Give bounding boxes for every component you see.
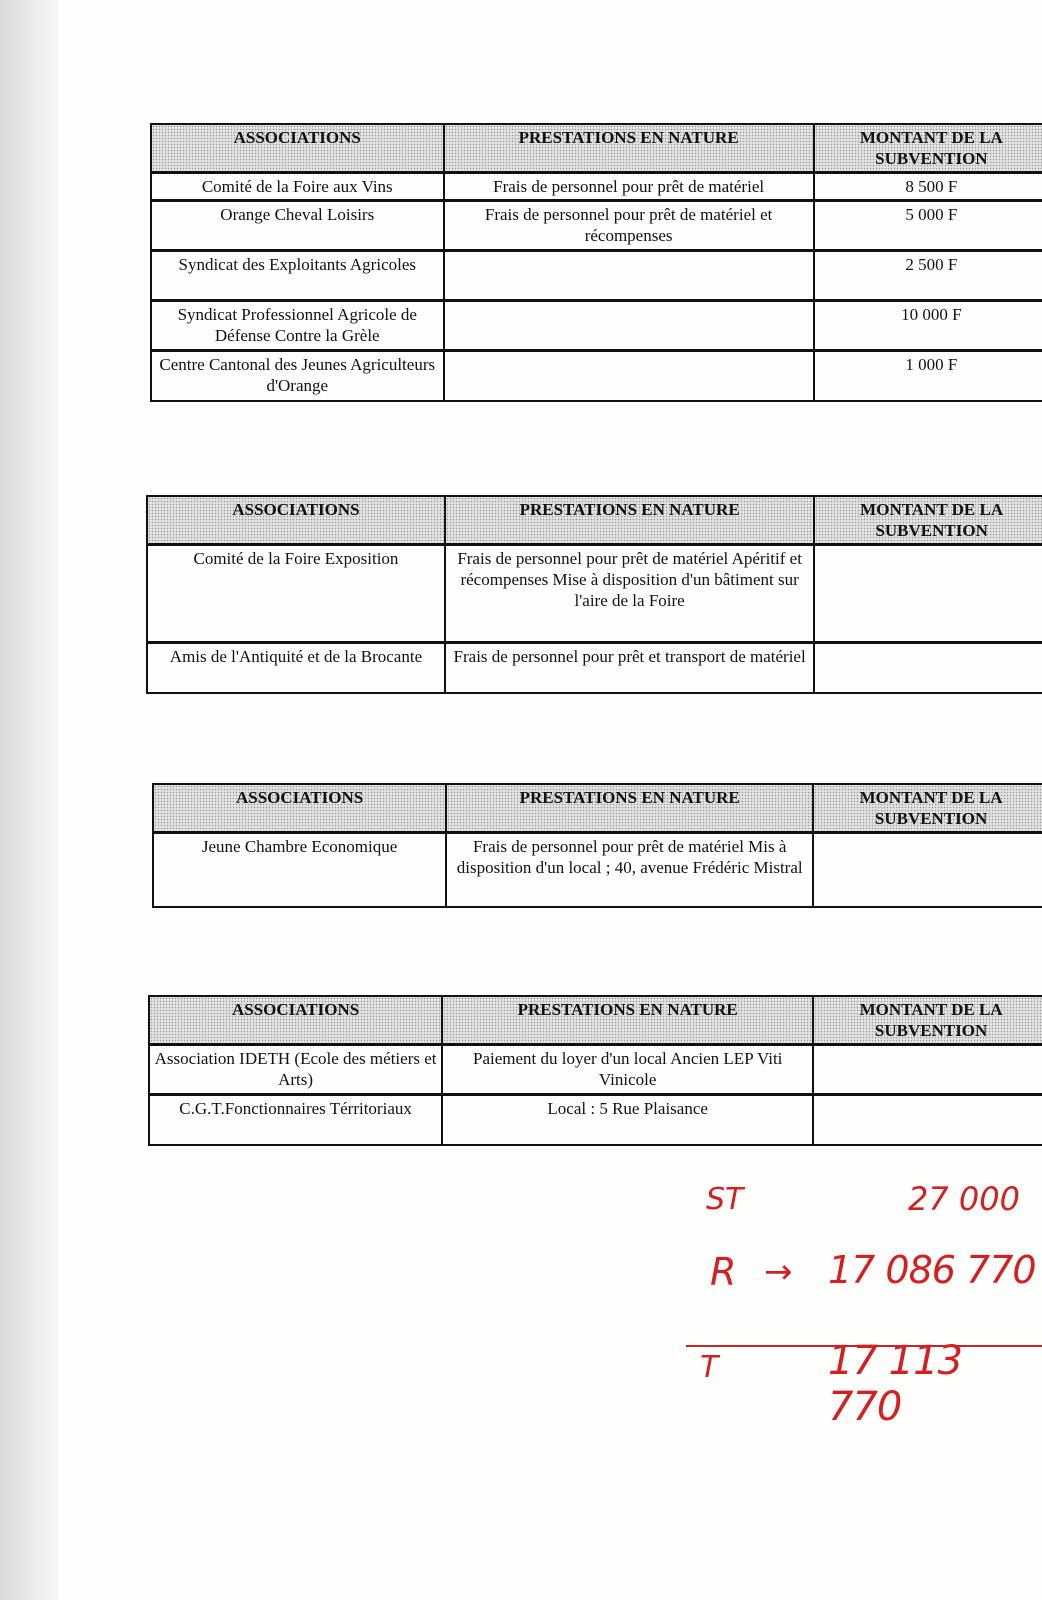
page-binding-shadow xyxy=(0,0,58,1600)
cell-association: C.G.T.Fonctionnaires Térritoriaux xyxy=(149,1095,442,1145)
header-prestations: PRESTATIONS EN NATURE xyxy=(446,784,813,833)
cell-montant: 1 000 F xyxy=(814,351,1042,401)
table-row xyxy=(151,201,1042,251)
header-associations: ASSOCIATIONS xyxy=(153,784,446,833)
table-header-row xyxy=(153,784,1042,833)
cell-prestation xyxy=(444,351,814,401)
cell-prestation: Frais de personnel pour prêt et transport de matériel xyxy=(445,643,814,693)
cell-montant: 2 500 F xyxy=(814,251,1042,301)
cell-montant xyxy=(813,1095,1042,1145)
header-montant: MONTANT DE LA SUBVENTION xyxy=(814,124,1042,173)
handwritten-r-value: 17 086 770 xyxy=(828,1248,1036,1292)
handwritten-r-label: R xyxy=(710,1250,737,1294)
table-header-row xyxy=(151,124,1042,173)
cell-association: Syndicat Professionnel Agricole de Défense Contre la Grèle xyxy=(151,301,444,351)
header-associations: ASSOCIATIONS xyxy=(147,496,445,545)
table-row xyxy=(151,173,1042,201)
cell-montant xyxy=(814,643,1042,693)
table-row xyxy=(151,301,1042,351)
handwritten-st-value: 27 000 xyxy=(908,1180,1020,1218)
table-row xyxy=(153,833,1042,907)
table-row xyxy=(147,643,1042,693)
handwritten-t-value: 17 113 770 xyxy=(828,1338,962,1430)
header-prestations: PRESTATIONS EN NATURE xyxy=(445,496,814,545)
cell-montant: 5 000 F xyxy=(814,201,1042,251)
table-row xyxy=(147,545,1042,643)
cell-prestation: Frais de personnel pour prêt de matériel Apéritif et récompenses Mise à disposition d'un bâtiment sur l'aire de la Foire xyxy=(445,545,814,643)
cell-association: Jeune Chambre Economique xyxy=(153,833,446,907)
cell-prestation: Local : 5 Rue Plaisance xyxy=(442,1095,813,1145)
cell-prestation: Frais de personnel pour prêt de matériel xyxy=(444,173,814,201)
handwritten-arrow-icon: → xyxy=(764,1252,793,1292)
subsidy-table-3 xyxy=(152,783,1042,908)
cell-prestation xyxy=(444,251,814,301)
cell-association: Comité de la Foire Exposition xyxy=(147,545,445,643)
cell-association: Amis de l'Antiquité et de la Brocante xyxy=(147,643,445,693)
handwritten-st-label: ST xyxy=(706,1182,744,1217)
cell-montant xyxy=(813,833,1042,907)
table-row xyxy=(151,351,1042,401)
table-row xyxy=(149,1095,1042,1145)
cell-prestation: Paiement du loyer d'un local Ancien LEP Viti Vinicole xyxy=(442,1045,813,1095)
table-header-row xyxy=(147,496,1042,545)
subsidy-table-1 xyxy=(150,123,1042,402)
subsidy-table-2 xyxy=(146,495,1042,694)
cell-prestation: Frais de personnel pour prêt de matériel et récompenses xyxy=(444,201,814,251)
cell-association: Comité de la Foire aux Vins xyxy=(151,173,444,201)
cell-montant: 10 000 F xyxy=(814,301,1042,351)
cell-association: Syndicat des Exploitants Agricoles xyxy=(151,251,444,301)
header-associations: ASSOCIATIONS xyxy=(149,996,442,1045)
header-montant: MONTANT DE LA SUBVENTION xyxy=(813,996,1042,1045)
table-row xyxy=(151,251,1042,301)
cell-montant: 8 500 F xyxy=(814,173,1042,201)
handwritten-t-label: T xyxy=(700,1350,719,1385)
header-prestations: PRESTATIONS EN NATURE xyxy=(442,996,813,1045)
header-montant: MONTANT DE LA SUBVENTION xyxy=(814,496,1042,545)
subsidy-table-4 xyxy=(148,995,1042,1146)
cell-prestation: Frais de personnel pour prêt de matériel Mis à disposition d'un local ; 40, avenue Frédéric Mistral xyxy=(446,833,813,907)
header-associations: ASSOCIATIONS xyxy=(151,124,444,173)
header-prestations: PRESTATIONS EN NATURE xyxy=(444,124,814,173)
header-montant: MONTANT DE LA SUBVENTION xyxy=(813,784,1042,833)
cell-association: Orange Cheval Loisirs xyxy=(151,201,444,251)
cell-montant xyxy=(813,1045,1042,1095)
table-header-row xyxy=(149,996,1042,1045)
table-row xyxy=(149,1045,1042,1095)
cell-association: Centre Cantonal des Jeunes Agriculteurs d'Orange xyxy=(151,351,444,401)
cell-association: Association IDETH (Ecole des métiers et Arts) xyxy=(149,1045,442,1095)
cell-prestation xyxy=(444,301,814,351)
cell-montant xyxy=(814,545,1042,643)
